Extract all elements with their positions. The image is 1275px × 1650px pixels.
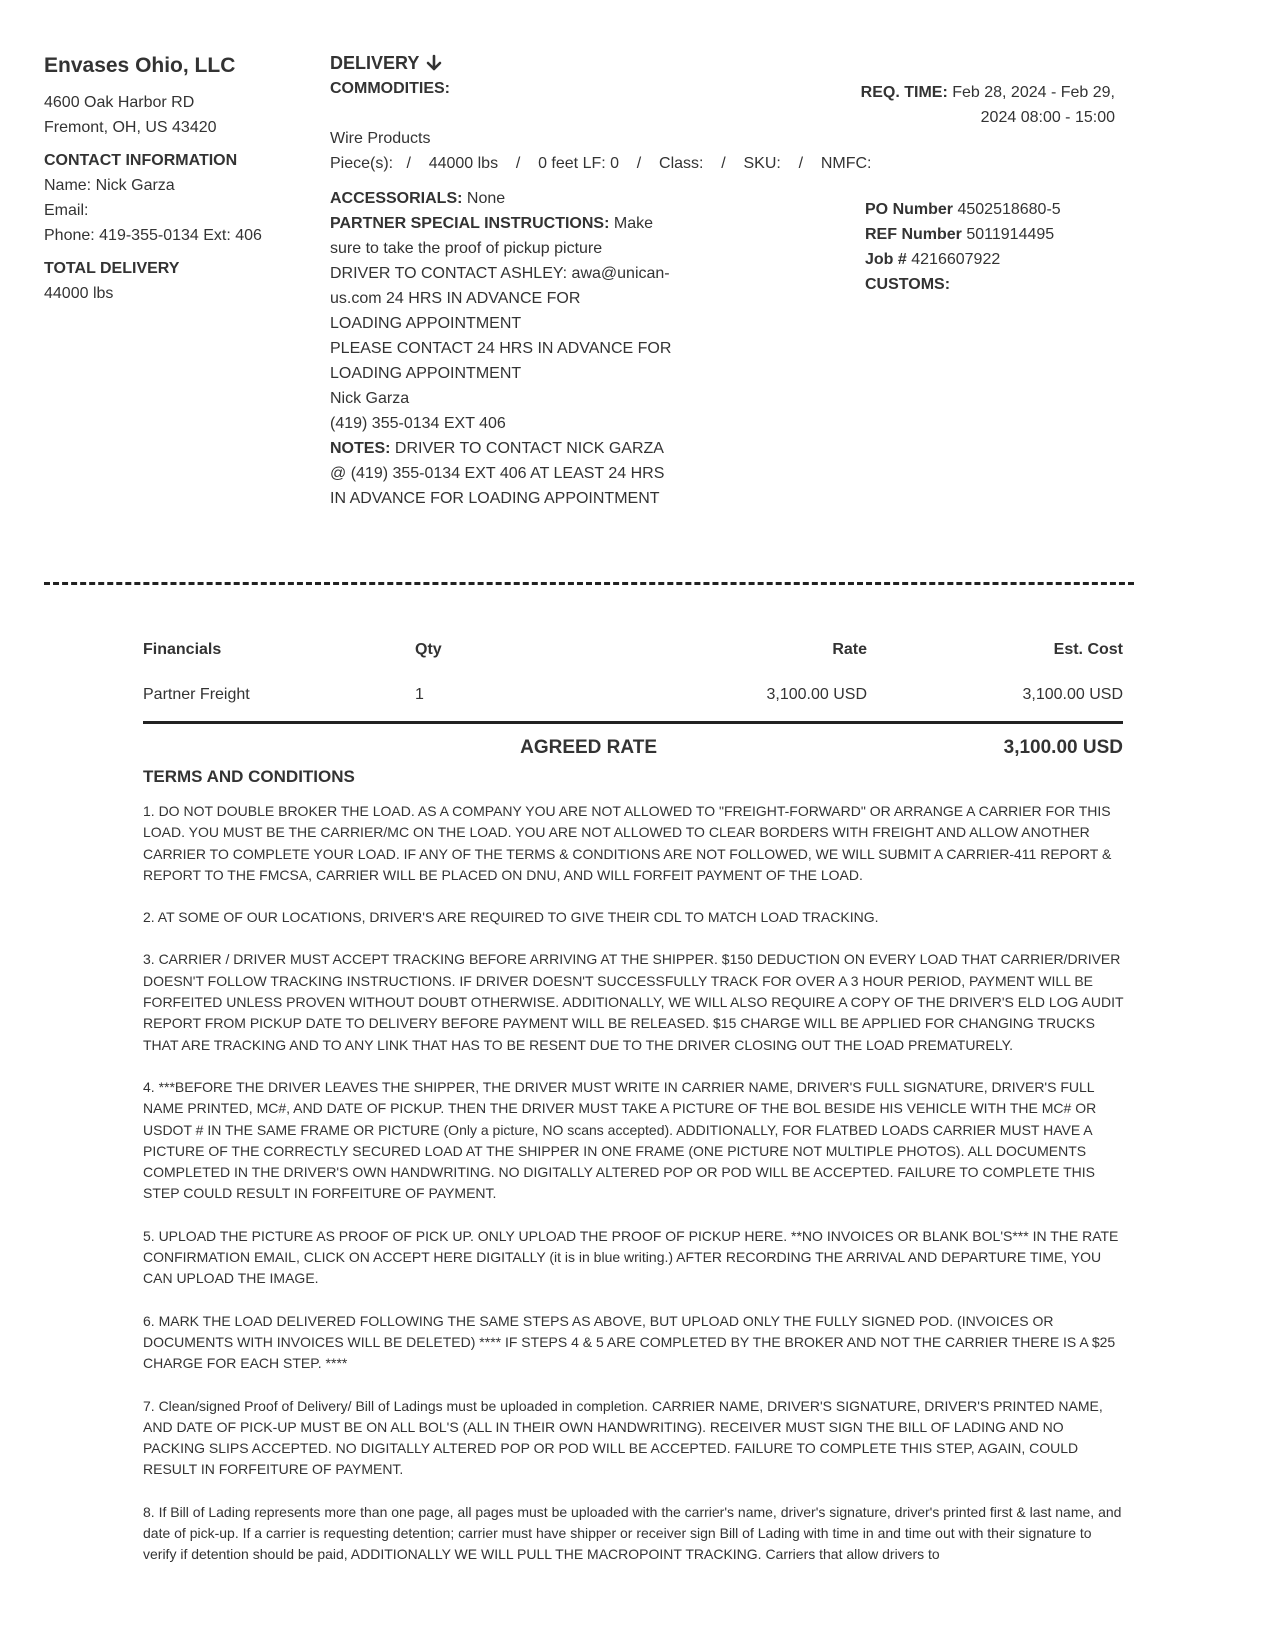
delivery-title [330,50,1120,76]
address-line-1: 4600 Oak Harbor RD [44,94,195,111]
instructions-block [330,186,710,511]
instruction-line: LOADING APPOINTMENT [330,365,522,382]
financials-header-row [143,634,1123,666]
term-item: 8. If Bill of Lading represents more than one page, all pages must be uploaded with the carrier's name, driver's signature, driver's printed first & last name, and date of pick-up. If a carrier is requesting detention; carrier must have shipper or receiver sign Bill of Lading with time in and time out with their signature to verify if detention should be paid, ADDITIONALLY WE WILL PULL THE MACROPOINT TRACKING. Carriers that allow drivers to [143,1503,1122,1563]
ref-value: 5011914495 [966,226,1055,243]
total-delivery-header: TOTAL DELIVERY [44,260,180,277]
term-item: 4. ***BEFORE THE DRIVER LEAVES THE SHIPPER, THE DRIVER MUST WRITE IN CARRIER NAME, DRIVER'S FULL SIGNATURE, DRIVER'S FULL NAME PRINTED, MC#, AND DATE OF PICKUP. THEN THE DRIVER MUST TAKE A PICTURE OF THE BOL BESIDE HIS VEHICLE WITH THE MC# OR USDOT # IN THE SAME FRAME OR PICTURE (Only a picture, NO scans accepted). ADDITIONALLY, FOR FLATBED LOADS CARRIER MUST HAVE A PICTURE OF THE CORRECTLY SECURED LOAD AT THE SHIPPER IN ONE FRAME (ONE PICTURE NOT MULTIPLE PHOTOS). ALL DOCUMENTS COMPLETED IN THE DRIVER'S OWN HANDWRITING. NO DIGITALLY ALTERED POP OR POD WILL BE ACCEPTED. FAILURE TO COMPLETE THIS STEP COULD RESULT IN FORFEITURE OF PAYMENT. [143,1078,1097,1202]
term-item: 7. Clean/signed Proof of Delivery/ Bill of Ladings must be uploaded in completion. CARRIER NAME, DRIVER'S SIGNATURE, DRIVER'S PRINTED NAME, AND DATE OF PICK-UP MUST BE ON ALL BOL'S (ALL IN THEIR OWN HANDWRITING). RECEIVER MUST SIGN THE BILL OF LADING AND NO PACKING SLIPS ACCEPTED. NO DIGITALLY ALTERED POP OR POD WILL BE ACCEPTED. FAILURE TO COMPLETE THIS STEP, AGAIN, COULD RESULT IN FORFEITURE OF PAYMENT. [143,1397,1103,1478]
table-row [143,679,1123,711]
instruction-line: Nick Garza [330,390,410,407]
row-item: Partner Freight [143,686,250,703]
notes-label: NOTES: [330,440,391,457]
company-name: Envases Ohio, LLC [44,54,236,77]
term-item: 6. MARK THE LOAD DELIVERED FOLLOWING THE SAME STEPS AS ABOVE, BUT UPLOAD ONLY THE FULLY SIGNED POD. (INVOICES OR DOCUMENTS WITH INVOICES WILL BE DELETED) **** IF STEPS 4 & 5 ARE COMPLETED BY THE BROKER AND NOT THE CARRIER THERE IS A $25 CHARGE FOR EACH STEP. **** [143,1312,1116,1372]
contact-phone: Phone: 419-355-0134 Ext: 406 [44,227,262,244]
agreed-rate-value: 3,100.00 USD [1003,737,1123,758]
req-time-label: REQ. TIME: [860,84,948,101]
po-value: 4502518680-5 [957,201,1061,218]
financials-divider [143,721,1123,724]
shipper-info [44,52,324,306]
commodities-label: COMMODITIES: [330,80,450,97]
notes-first: DRIVER TO CONTACT NICK GARZA [394,440,664,457]
req-time-value-1: Feb 28, 2024 - Feb 29, [952,84,1115,101]
notes-line: IN ADVANCE FOR LOADING APPOINTMENT [330,490,660,507]
psi-label: PARTNER SPECIAL INSTRUCTIONS: [330,215,610,232]
instruction-line: sure to take the proof of pickup picture [330,240,603,257]
req-time [820,80,1115,130]
notes-line: @ (419) 355-0134 EXT 406 AT LEAST 24 HRS [330,465,665,482]
header-financials: Financials [143,641,222,658]
po-label: PO Number [865,201,954,218]
term-item: 3. CARRIER / DRIVER MUST ACCEPT TRACKING BEFORE ARRIVING AT THE SHIPPER. $150 DEDUCTION ON EVERY LOAD THAT CARRIER/DRIVER DOESN'T FOLLOW TRACKING INSTRUCTIONS. IF DRIVER DOESN'T SUCCESSFULLY TRACK FOR OVER A 3 HOUR PERIOD, PAYMENT WILL BE FORFEITED UNLESS PROVEN WITHOUT DOUBT OTHERWISE. ADDITIONALLY, WE WILL ALSO REQUIRE A COPY OF THE DRIVER'S ELD LOG AUDIT REPORT FROM PICKUP DATE TO DELIVERY BEFORE PAYMENT WILL BE RELEASED. $15 CHARGE WILL BE APPLIED FOR CHANGING TRUCKS THAT ARE TRACKING AND TO ANY LINK THAT HAS TO BE RESENT DUE TO THE DRIVER CLOSING OUT THE LOAD PREMATURELY. [143,951,1124,1053]
contact-header: CONTACT INFORMATION [44,152,238,169]
address-line-2: Fremont, OH, US 43420 [44,119,217,136]
accessorials-label: ACCESSORIALS: [330,190,463,207]
term-item: 2. AT SOME OF OUR LOCATIONS, DRIVER'S ARE REQUIRED TO GIVE THEIR CDL TO MATCH LOAD TRACKING. [143,909,879,926]
psi-first: Make [613,215,653,232]
pieces-row: Piece(s): / 44000 lbs / 0 feet LF: 0 / Class: / SKU: / NMFC: [330,155,872,172]
terms-section [143,767,1128,1587]
arrow-down-icon [425,54,443,72]
contact-name: Name: Nick Garza [44,177,175,194]
delivery-title-text: DELIVERY [330,53,420,73]
instruction-line: LOADING APPOINTMENT [330,315,522,332]
term-item: 5. UPLOAD THE PICTURE AS PROOF OF PICK UP. ONLY UPLOAD THE PROOF OF PICKUP HERE. **NO INVOICES OR BLANK BOL'S*** IN THE RATE CONFIRMATION EMAIL, CLICK ON ACCEPT HERE DIGITALLY (it is in blue writing.) AFTER RECORDING THE ARRIVAL AND DEPARTURE TIME, YOU CAN UPLOAD THE IMAGE. [143,1227,1119,1287]
job-value: 4216607922 [911,251,1001,268]
financials-table [143,634,1123,762]
header-est-cost: Est. Cost [1053,641,1123,658]
delivery-section [330,50,1120,511]
instruction-line: us.com 24 HRS IN ADVANCE FOR [330,290,581,307]
ref-label: REF Number [865,226,962,243]
row-qty: 1 [415,686,424,703]
section-divider [44,582,1134,585]
commodity-name: Wire Products [330,130,431,147]
agreed-rate-row [143,734,1123,762]
reference-numbers [865,197,1125,297]
terms-title: TERMS AND CONDITIONS [143,767,355,786]
header-rate: Rate [832,641,867,658]
agreed-rate-label: AGREED RATE [520,737,657,758]
req-time-value-2: 2024 08:00 - 15:00 [980,109,1115,126]
total-delivery-value: 44000 lbs [44,285,114,302]
term-item: 1. DO NOT DOUBLE BROKER THE LOAD. AS A COMPANY YOU ARE NOT ALLOWED TO "FREIGHT-FORWARD" OR ARRANGE A CARRIER FOR THIS LOAD. YOU MUST BE THE CARRIER/MC ON THE LOAD. YOU ARE NOT ALLOWED TO CLEAR BORDERS WITH FREIGHT AND ALLOW ANOTHER CARRIER TO COMPLETE YOUR LOAD. IF ANY OF THE TERMS & CONDITIONS ARE NOT FOLLOWED, WE WILL SUBMIT A CARRIER-411 REPORT & REPORT TO THE FMCSA, CARRIER WILL BE PLACED ON DNU, AND WILL FORFEIT PAYMENT OF THE LOAD. [143,803,1112,883]
job-label: Job # [865,251,907,268]
row-rate: 3,100.00 USD [766,686,867,703]
row-cost: 3,100.00 USD [1022,686,1123,703]
instruction-line: DRIVER TO CONTACT ASHLEY: awa@unican- [330,265,670,282]
instruction-line: (419) 355-0134 EXT 406 [330,415,506,432]
accessorials-value: None [466,190,506,207]
header-qty: Qty [415,641,442,658]
customs-label: CUSTOMS: [865,276,951,293]
instruction-line: PLEASE CONTACT 24 HRS IN ADVANCE FOR [330,340,672,357]
contact-email: Email: [44,202,89,219]
